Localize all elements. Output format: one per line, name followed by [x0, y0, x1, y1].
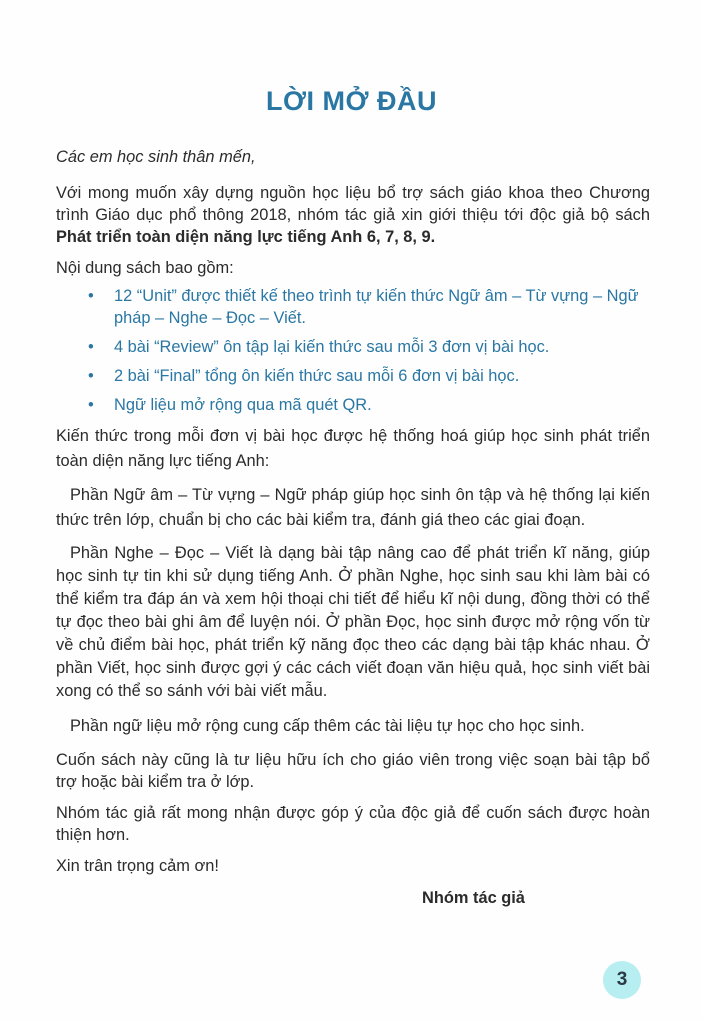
feature-item	[86, 394, 650, 416]
feature-text: 12 “Unit” được thiết kế theo trình tự kiến thức Ngữ âm – Từ vựng – Ngữ pháp – Nghe – Đọc – Viết.	[114, 287, 639, 327]
teachers-note: Cuốn sách này cũng là tư liệu hữu ích cho giáo viên trong việc soạn bài tập bổ trợ hoặc bài kiểm tra ở lớp.	[56, 751, 650, 791]
bullet-icon: •	[88, 396, 94, 414]
feature-item	[86, 285, 650, 329]
intro-paragraph	[56, 182, 650, 248]
intro-text: Với mong muốn xây dựng nguồn học liệu bổ trợ sách giáo khoa theo Chương trình Giáo dục phổ thông 2018, nhóm tác giả xin giới thiệu tới độc giả bộ sách	[56, 184, 650, 224]
knowledge-intro: Kiến thức trong mỗi đơn vị bài học được hệ thống hoá giúp học sinh phát triển toàn diện năng lực tiếng Anh:	[56, 427, 650, 470]
signature: Nhóm tác giả	[422, 889, 525, 907]
section-phonetics-vocab-grammar: Phần Ngữ âm – Từ vựng – Ngữ pháp giúp học sinh ôn tập và hệ thống lại kiến thức trên lớp, chuẩn bị cho các bài kiểm tra, đánh giá theo các giai đoạn.	[56, 486, 650, 529]
page-number-badge: 3	[603, 961, 641, 999]
bullet-icon: •	[88, 367, 94, 385]
bullet-icon: •	[88, 287, 94, 305]
features-list	[56, 285, 650, 416]
feature-text: Ngữ liệu mở rộng qua mã quét QR.	[114, 396, 372, 414]
feature-text: 4 bài “Review” ôn tập lại kiến thức sau mỗi 3 đơn vị bài học.	[114, 338, 550, 356]
thanks: Xin trân trọng cảm ơn!	[56, 857, 219, 875]
section-extension-materials: Phần ngữ liệu mở rộng cung cấp thêm các tài liệu tự học cho học sinh.	[70, 717, 585, 735]
contents-lead: Nội dung sách bao gồm:	[56, 259, 234, 277]
greeting: Các em học sinh thân mến,	[56, 148, 256, 166]
feature-item	[86, 336, 650, 358]
feature-text: 2 bài “Final” tổng ôn kiến thức sau mỗi 6 đơn vị bài học.	[114, 367, 520, 385]
section-listening-reading-writing: Phần Nghe – Đọc – Viết là dạng bài tập nâng cao để phát triển kĩ năng, giúp học sinh tự tin khi sử dụng tiếng Anh. Ở phần Nghe, học sinh sau khi làm bài có thể kiểm tra đáp án và xem hội thoại chi tiết để hiểu kĩ nội dung, đồng thời có thể tự đọc theo bài ghi âm để luyện nói. Ở phần Đọc, học sinh được mở rộng vốn từ về chủ điểm bài học, phát triển kỹ năng đọc theo các dạng bài tập khác nhau. Ở phần Viết, học sinh được gợi ý các cách viết đoạn văn hiệu quả, học sinh viết bài xong có thể so sánh với bài viết mẫu.	[56, 544, 650, 700]
bullet-icon: •	[88, 338, 94, 356]
page-title: LỜI MỞ ĐẦU	[265, 86, 438, 116]
preface-body	[56, 146, 650, 909]
feedback-request: Nhóm tác giả rất mong nhận được góp ý của độc giả để cuốn sách được hoàn thiện hơn.	[56, 804, 650, 844]
book-series-title: Phát triển toàn diện năng lực tiếng Anh 6, 7, 8, 9.	[56, 228, 436, 246]
feature-item	[86, 365, 650, 387]
